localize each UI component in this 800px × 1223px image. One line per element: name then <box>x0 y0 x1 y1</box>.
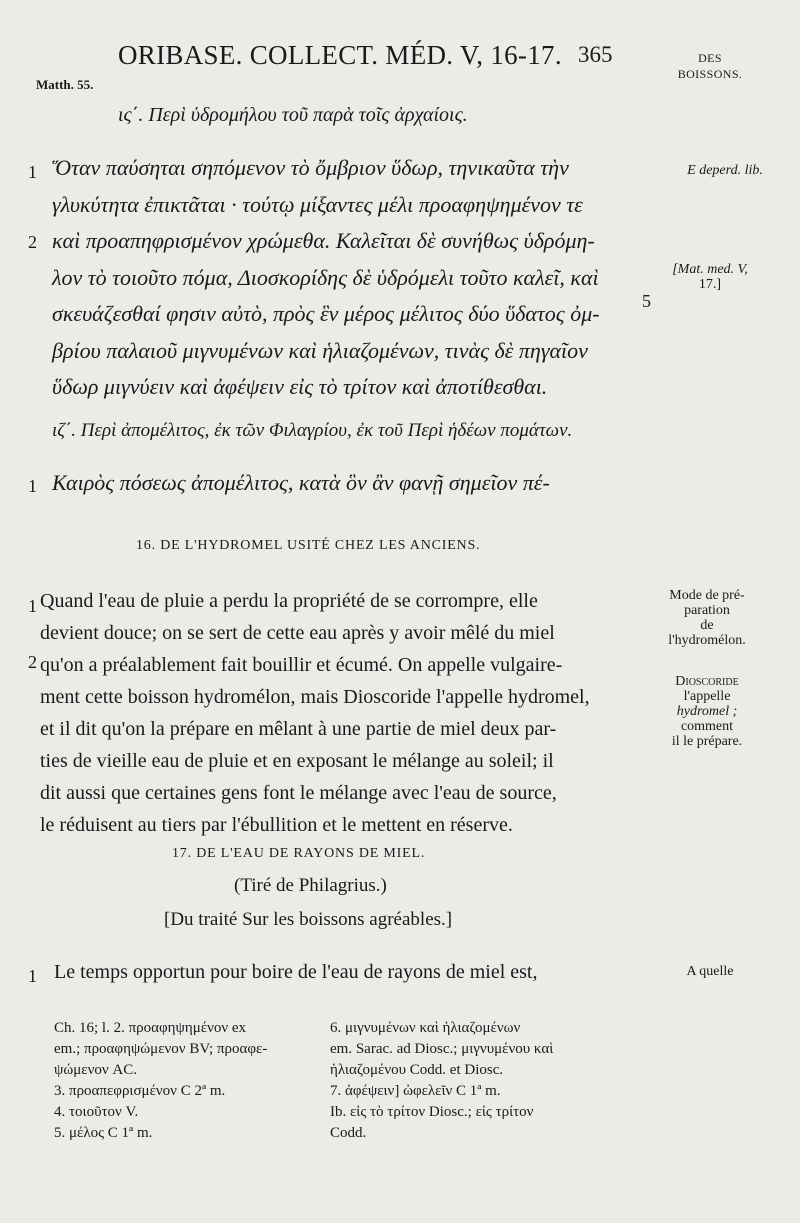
line-number: 2 <box>28 652 37 672</box>
margin-note-mat-med: [Mat. med. V, 17.] <box>672 262 748 292</box>
text-line: Ὅταν παύσηται σηπόμενον τὸ ὄμβριον ὕδωρ, τηνικαῦτα τὴν <box>52 155 569 180</box>
footnote-line: Ch. 16; l. 2. προαφηψημένον ex <box>54 1020 247 1036</box>
line-number-right: 5 <box>642 291 651 311</box>
line-number: 1 <box>28 966 37 986</box>
text-line: devient douce; on se sert de cette eau après y avoir mêlé du miel <box>40 622 555 644</box>
french-heading-17: 17. DE L'EAU DE RAYONS DE MIEL. <box>172 846 426 861</box>
running-title: ORIBASE. COLLECT. MÉD. V, 16-17. <box>118 40 562 70</box>
footnote-line: Codd. <box>330 1125 367 1141</box>
text-line: ment cette boisson hydromélon, mais Dioscoride l'appelle hydromel, <box>40 686 590 708</box>
text-line: βρίου παλαιοῦ μιγνυμένων καὶ ἡλιαζομένων, τινὰς δὲ πηγαῖον <box>52 337 588 363</box>
text-line: ties de vieille eau de pluie et en exposant le mélange au soleil; il <box>40 750 554 772</box>
topic-line: BOISSONS. <box>677 67 743 81</box>
text-line: et il dit qu'on la prépare en mêlant à une partie de miel deux par- <box>40 718 557 740</box>
text-line: Quand l'eau de pluie a perdu la propriété de se corrompre, elle <box>40 590 538 612</box>
footnote-line: em.; προαφηψώμενον BV; προαφε- <box>54 1041 268 1057</box>
topic-line: DES <box>698 51 722 65</box>
footnote-line: ψώμενον AC. <box>54 1062 138 1078</box>
footnotes-right <box>330 1018 553 1144</box>
greek-heading-16: ις΄. Περὶ ὑδρομήλου τοῦ παρὰ τοῖς ἀρχαίοις. <box>118 104 468 126</box>
footnote-line: Ib. εἰς τὸ τρίτον Diosc.; εἰς τρίτον <box>330 1104 534 1120</box>
margin-note-source: E deperd. lib. <box>687 163 763 178</box>
text-line: dit aussi que certaines gens font le mélange avec l'eau de source, <box>40 782 557 804</box>
margin-note-dioscoride: Dioscoride l'appelle hydromel ; comment il le prépare. <box>671 674 743 749</box>
line-number: 2 <box>28 232 37 252</box>
text-line: καὶ προαπηφρισμένον χρώμεθα. Καλεῖται δὲ συνήθως ὑδρόμη- <box>52 228 595 253</box>
margin-note-when: A quelle <box>686 964 734 979</box>
french-heading-16: 16. DE L'HYDROMEL USITÉ CHEZ LES ANCIENS. <box>136 538 481 553</box>
greek-line-17: Καιρὸς πόσεως ἀπομέλιτος, κατὰ ὃν ἂν φανῇ σημεῖον πέ- <box>52 470 550 495</box>
text-line: λον τὸ τοιοῦτο πόμα, Διοσκορίδης δὲ ὑδρόμελι τοῦτο καλεῖ, καὶ <box>52 264 599 290</box>
text-line: ὕδωρ μιγνύειν καὶ ἀφέψειν εἰς τὸ τρίτον καὶ ἀποτίθεσθαι. <box>52 374 548 399</box>
line-number: 1 <box>28 476 37 496</box>
page-number: 365 <box>578 42 613 67</box>
footnote-line: 5. μέλος C 1ª m. <box>54 1125 153 1141</box>
footnote-line: em. Sarac. ad Diosc.; μιγνυμένου καὶ <box>330 1041 554 1057</box>
french-paragraph-16 <box>40 585 590 841</box>
footnote-line: 3. προαπεφρισμένον C 2ª m. <box>54 1083 226 1099</box>
line-number: 1 <box>28 162 37 182</box>
text-line: σκευάζεσθαί φησιν αὐτὸ, πρὸς ἓν μέρος μέλιτος δύο ὕδατος ὀμ- <box>52 301 600 326</box>
line-number: 1 <box>28 596 37 616</box>
footnote-line: ἡλιαζομένου Codd. et Diosc. <box>330 1062 504 1078</box>
french-subheading-source: (Tiré de Philagrius.) <box>234 875 387 896</box>
text-line: qu'on a préalablement fait bouillir et écumé. On appelle vulgaire- <box>40 654 563 676</box>
footnote-line: 4. τοιοῦτον V. <box>54 1104 139 1120</box>
text-line: le réduisent au tiers par l'ébullition et le mettent en réserve. <box>40 814 513 836</box>
topic-heading <box>660 50 760 82</box>
footnote-line: 6. μιγνυμένων καὶ ἡλιαζομένων <box>330 1020 521 1036</box>
footnote-line: 7. ἀφέψειν] ὠφελεῖν C 1ª m. <box>330 1083 501 1099</box>
french-line-17: Le temps opportun pour boire de l'eau de rayons de miel est, <box>54 961 538 983</box>
text-line: γλυκύτητα ἐπικτᾶται · τούτῳ μίξαντες μέλι προαφηψημένον τε <box>52 191 583 217</box>
matthaei-reference: Matth. 55. <box>36 77 94 92</box>
greek-heading-17: ιζ΄. Περὶ ἀπομέλιτος, ἐκ τῶν Φιλαγρίου, ἐκ τοῦ Περὶ ἡδέων πομάτων. <box>52 420 573 441</box>
french-subheading-treatise: [Du traité Sur les boissons agréables.] <box>164 909 453 930</box>
footnotes-left <box>54 1018 267 1144</box>
margin-note-preparation: Mode de pré- paration de l'hydromélon. <box>668 588 746 648</box>
greek-paragraph-16 <box>52 150 600 406</box>
